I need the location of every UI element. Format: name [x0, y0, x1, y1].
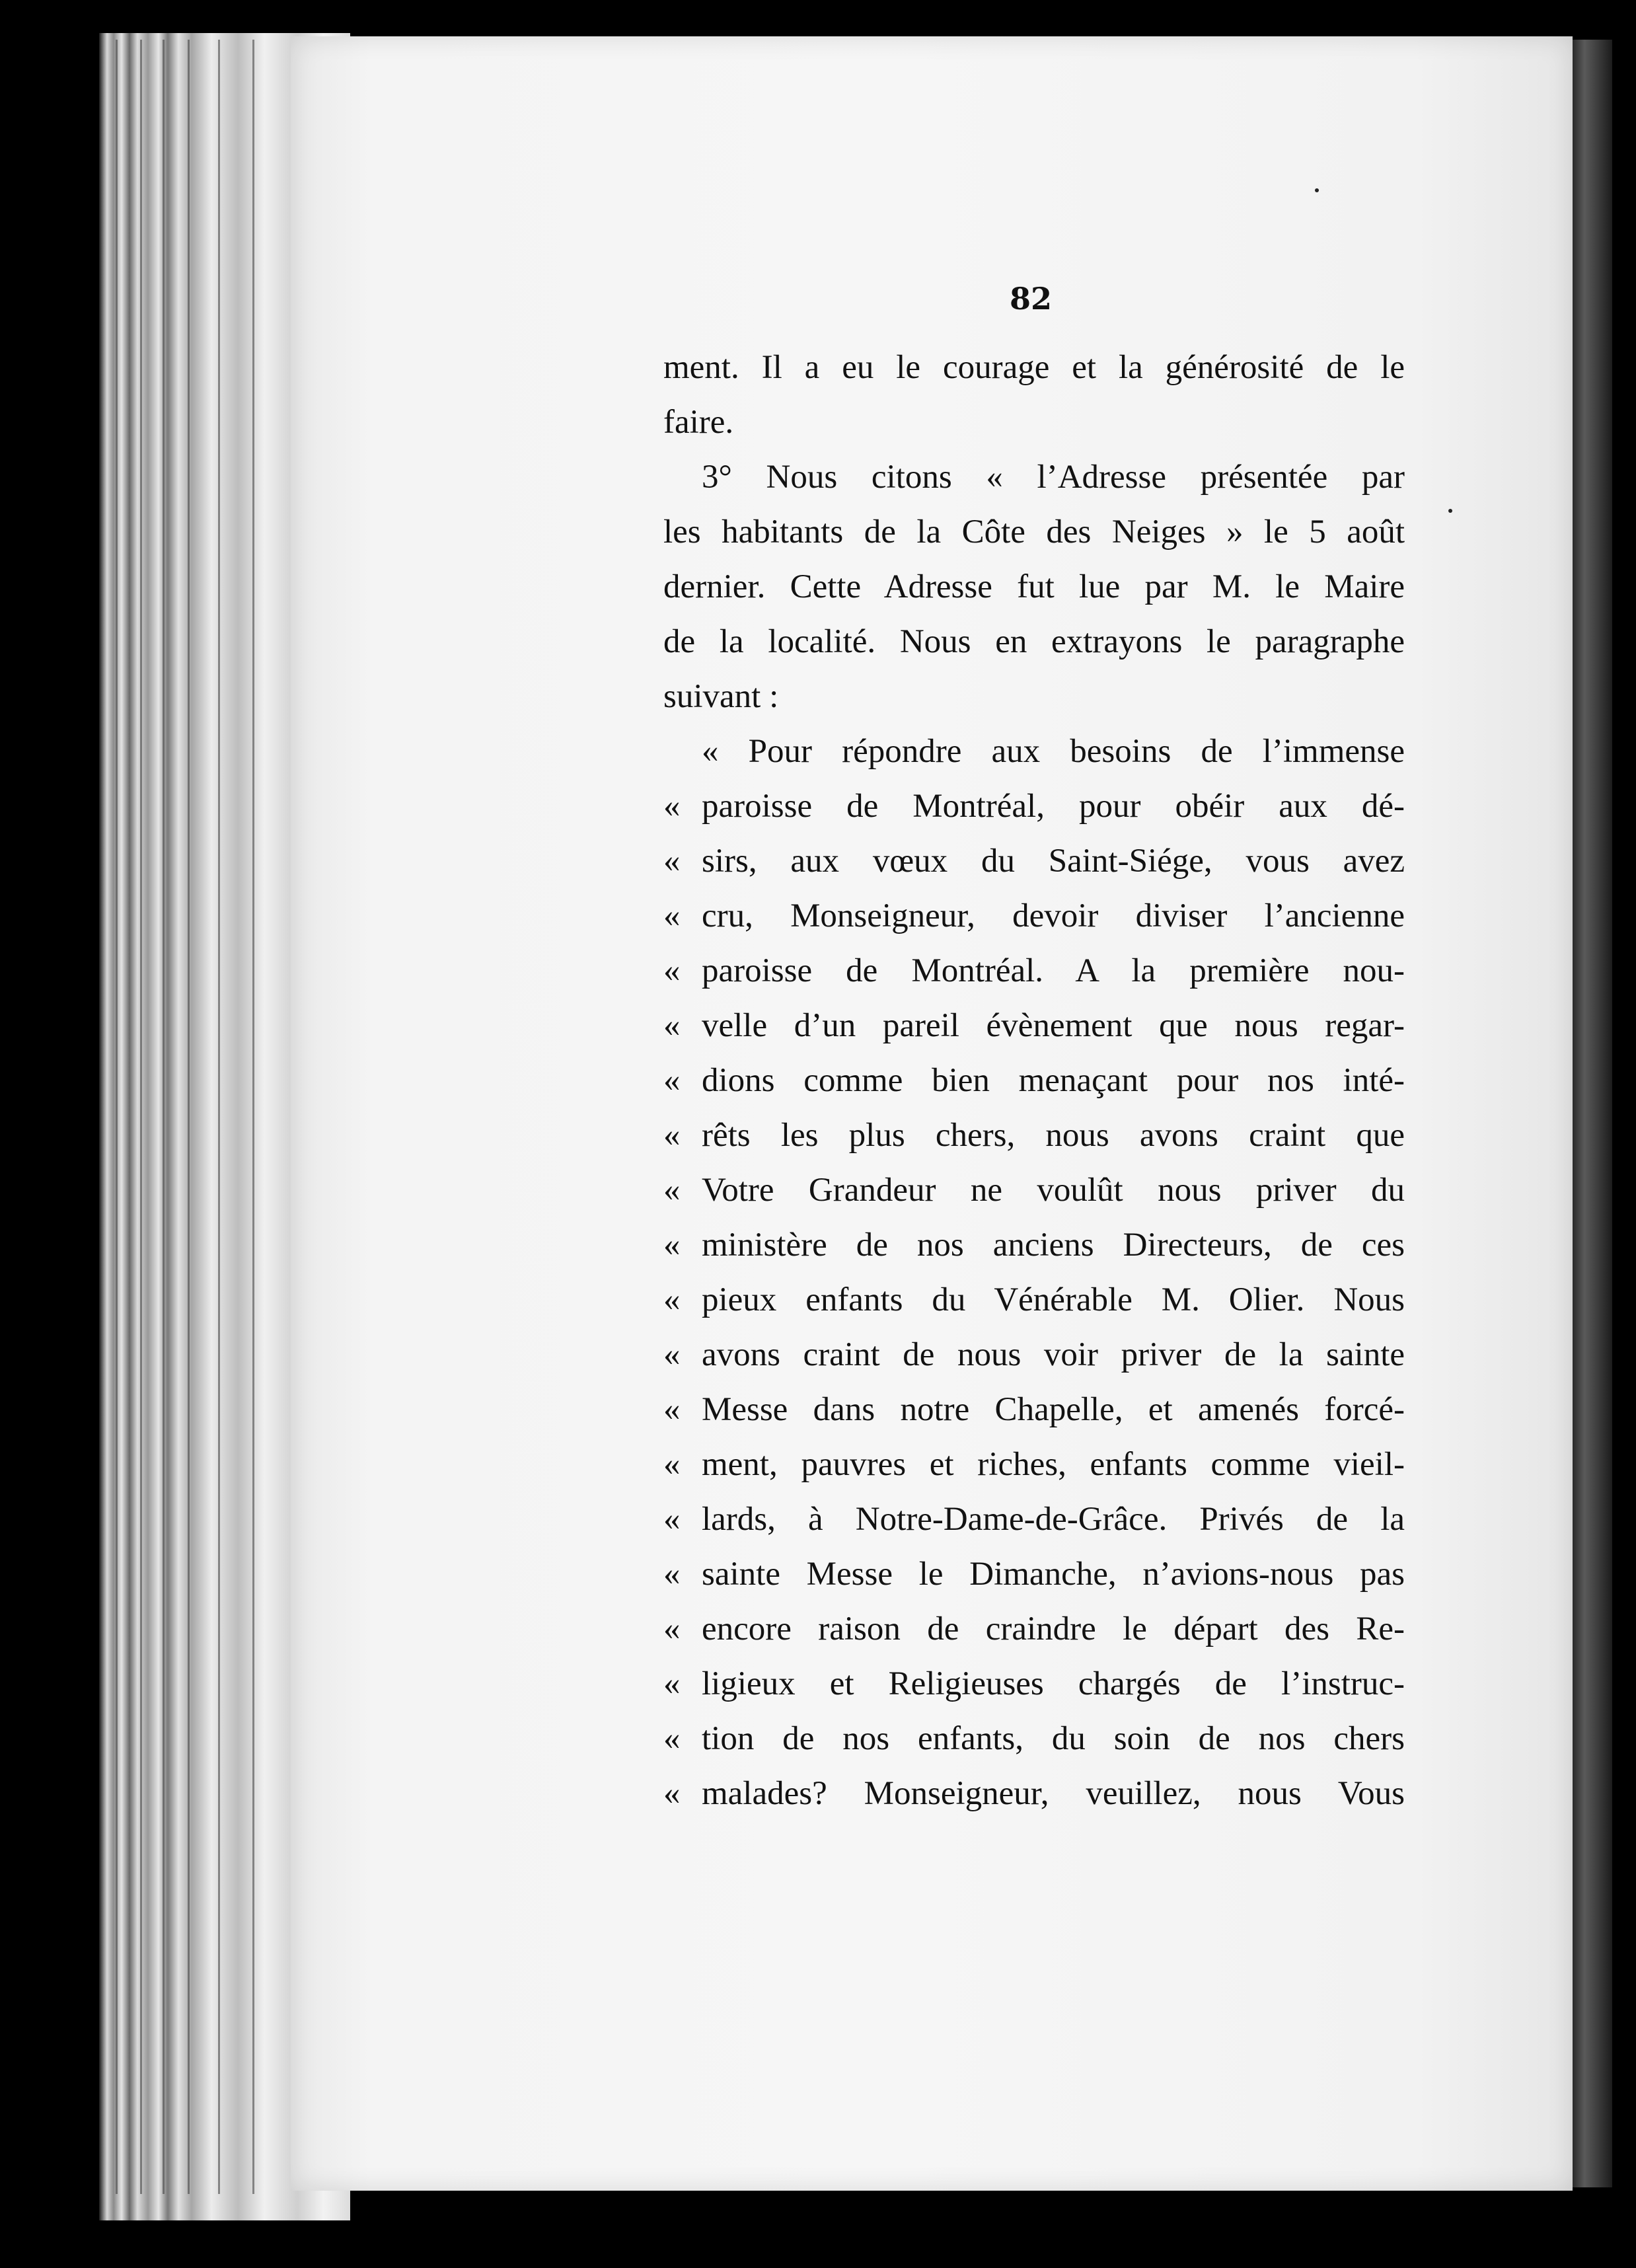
quote-text: lards, à Notre-Dame-de-Grâce. Privés de la: [702, 1501, 1405, 1538]
quote-line: [663, 1108, 1405, 1163]
quote-text: sirs, aux vœux du Saint-Siége, vous avez: [702, 843, 1405, 880]
quote-mark: «: [663, 1775, 681, 1812]
quote-text: Messe dans notre Chapelle, et amenés forcé-: [702, 1391, 1405, 1428]
body-text: [663, 340, 1405, 1821]
quote-text: pieux enfants du Vénérable M. Olier. Nous: [702, 1281, 1405, 1318]
quote-line: [663, 1328, 1405, 1382]
text-line: de la localité. Nous en extrayons le paragraphe: [663, 623, 1405, 660]
page-edge-line: [218, 40, 220, 2194]
page-number: 82: [1009, 281, 1052, 317]
quote-text: sainte Messe le Dimanche, n’avions-nous pas: [702, 1556, 1405, 1593]
quote-line: [663, 1437, 1405, 1492]
quote-line: [663, 1712, 1405, 1766]
text-line: les habitants de la Côte des Neiges » le 5 août: [663, 513, 1405, 550]
quote-mark: «: [663, 1336, 681, 1373]
quote-text: encore raison de craindre le départ des Re-: [702, 1610, 1405, 1647]
quote-mark: «: [663, 897, 681, 934]
page-edge-line: [163, 40, 165, 2194]
quote-line: [663, 1163, 1405, 1218]
quote-text: ligieux et Religieuses chargés de l’instruc-: [702, 1665, 1405, 1702]
quote-text: malades? Monseigneur, veuillez, nous Vous: [702, 1775, 1405, 1812]
quote-text: dions comme bien menaçant pour nos inté-: [702, 1062, 1405, 1099]
text-line: « Pour répondre aux besoins de l’immense: [702, 733, 1405, 770]
quote-mark: «: [663, 1172, 681, 1209]
quote-line: [663, 834, 1405, 889]
quote-line: [663, 1273, 1405, 1328]
quote-line: [663, 1602, 1405, 1657]
quote-text: ministère de nos anciens Directeurs, de ces: [702, 1227, 1405, 1264]
quote-text: rêts les plus chers, nous avons craint que: [702, 1117, 1405, 1154]
quote-text: tion de nos enfants, du soin de nos chers: [702, 1720, 1405, 1757]
quote-mark: «: [663, 1281, 681, 1318]
quote-line: [663, 1657, 1405, 1712]
quote-mark: «: [663, 1556, 681, 1593]
page-edge-line: [140, 40, 142, 2194]
text-line: 3° Nous citons « l’Adresse présentée par: [702, 459, 1405, 496]
quote-mark: «: [663, 788, 681, 825]
next-page-edge: [1573, 40, 1612, 2187]
quote-mark: «: [663, 1610, 681, 1647]
page-edge-line: [252, 40, 254, 2194]
quote-line: [663, 1053, 1405, 1108]
dust-speck: [1448, 509, 1452, 513]
page-edge-line: [116, 40, 118, 2194]
quote-line: [663, 944, 1405, 999]
quote-mark: «: [663, 1062, 681, 1099]
quote-mark: «: [663, 1501, 681, 1538]
quote-line: [663, 779, 1405, 834]
quote-text: paroisse de Montréal, pour obéir aux dé-: [702, 788, 1405, 825]
quote-line: [663, 1547, 1405, 1602]
quote-line: [663, 889, 1405, 944]
quote-line: [663, 1492, 1405, 1547]
quote-text: Votre Grandeur ne voulût nous priver du: [702, 1172, 1405, 1209]
text-line: suivant :: [663, 678, 779, 715]
quote-text: velle d’un pareil évènement que nous regar-: [702, 1007, 1405, 1044]
quote-line: [663, 1766, 1405, 1821]
quote-line: [663, 999, 1405, 1053]
quote-mark: «: [663, 843, 681, 880]
page-edge-line: [188, 40, 190, 2194]
quote-text: avons craint de nous voir priver de la sainte: [702, 1336, 1405, 1373]
quote-mark: «: [663, 1391, 681, 1428]
quote-text: cru, Monseigneur, devoir diviser l’ancienne: [702, 897, 1405, 934]
quote-mark: «: [663, 1227, 681, 1264]
quote-mark: «: [663, 1720, 681, 1757]
quote-text: ment, pauvres et riches, enfants comme vieil-: [702, 1446, 1405, 1483]
quote-line: [663, 1218, 1405, 1273]
quote-mark: «: [663, 952, 681, 989]
text-line: ment. Il a eu le courage et la générosité de le: [663, 349, 1405, 386]
quote-mark: «: [663, 1665, 681, 1702]
quote-line: [663, 1382, 1405, 1437]
text-line: faire.: [663, 404, 734, 441]
dust-speck: [1315, 188, 1319, 192]
quote-mark: «: [663, 1007, 681, 1044]
quote-mark: «: [663, 1446, 681, 1483]
quote-mark: «: [663, 1117, 681, 1154]
quote-text: paroisse de Montréal. A la première nou-: [702, 952, 1405, 989]
text-line: dernier. Cette Adresse fut lue par M. le Maire: [663, 568, 1405, 605]
